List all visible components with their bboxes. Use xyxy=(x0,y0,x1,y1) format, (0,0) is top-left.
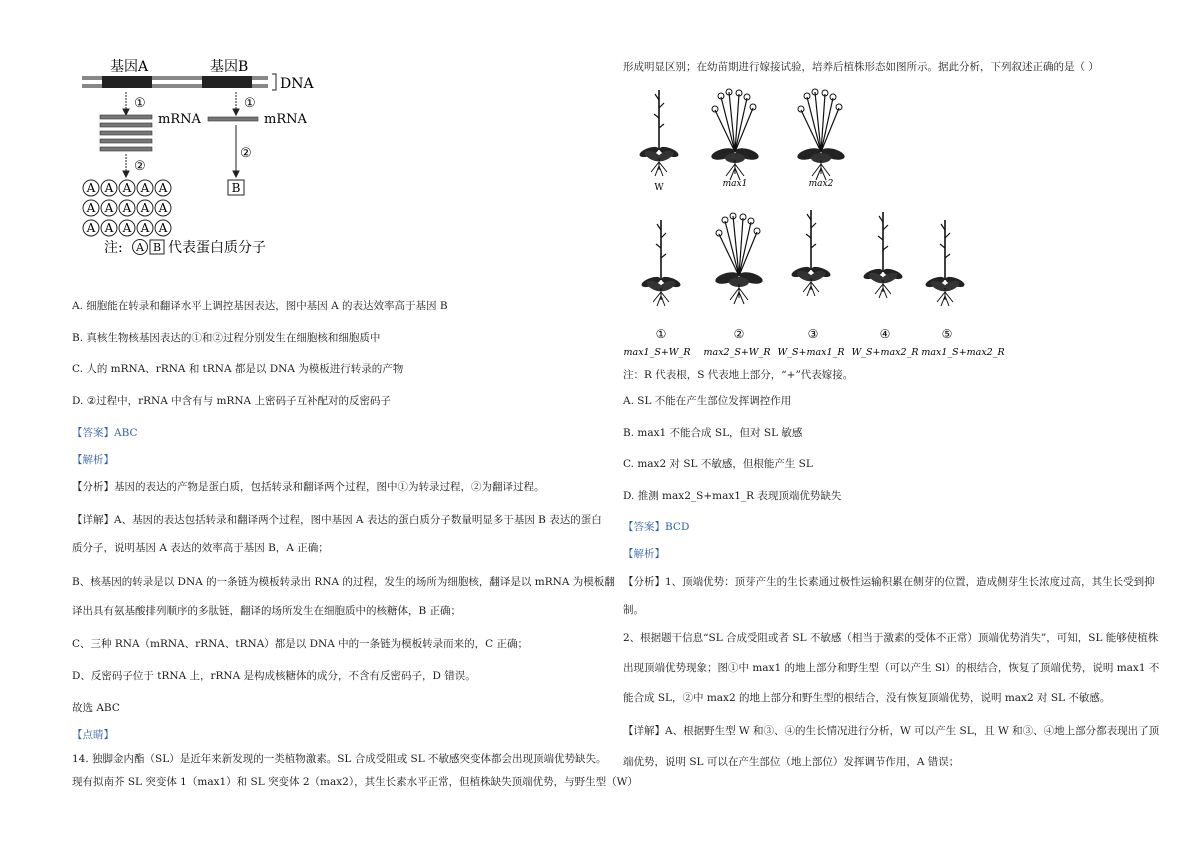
option-a: A. 细胞能在转录和翻译水平上调控基因表达，图中基因 A 的表达效率高于基因 B xyxy=(72,300,448,312)
mrna-stack-a xyxy=(100,115,152,151)
question-14: 现有拟南芥 SL 突变体 1（max1）和 SL 突变体 2（max2），其生长素水平正常，但植株缺失顶端优势，与野生型（W） xyxy=(72,776,638,788)
figure-note: 注：R 代表根，S 代表地上部分，“+”代表嫁接。 xyxy=(623,369,854,381)
analysis-text: 出现顶端优势现象；图①中 max1 的地上部分和野生型（可以产生 Sl）的根结合，恢复了顶端优势，说明 max1 不 xyxy=(623,662,1160,674)
protein-a xyxy=(101,200,117,216)
protein-a xyxy=(101,180,117,196)
dna-strand xyxy=(82,74,276,90)
protein-a xyxy=(119,220,135,236)
protein-a xyxy=(137,180,153,196)
plant-label-max2: max2 xyxy=(808,179,834,189)
comment-heading: 【点睛】 xyxy=(72,729,114,741)
graft-label-2: max2_S+W_R xyxy=(703,347,771,358)
protein-a-grid xyxy=(83,180,171,236)
graft-label-4: W_S+max2_R xyxy=(851,347,919,358)
svg-text:B: B xyxy=(152,241,162,254)
graft-number-3: ③ xyxy=(807,327,819,341)
graft-label-3: W_S+max1_R xyxy=(777,347,845,358)
svg-text:注:: 注: xyxy=(104,240,123,255)
svg-text:A: A xyxy=(122,201,132,215)
protein-a xyxy=(119,200,135,216)
gene-a-label: 基因A xyxy=(110,59,149,75)
option-c: C. 人的 mRNA、rRNA 和 tRNA 都是以 DNA 为模板进行转录的产物 xyxy=(72,363,404,375)
svg-text:A: A xyxy=(104,221,114,235)
analysis-text: 制。 xyxy=(623,604,644,616)
svg-text:代表蛋白质分子: 代表蛋白质分子 xyxy=(168,240,266,255)
detail-text: C、三种 RNA（mRNA、rRNA、tRNA）都是以 DNA 中的一条链为模板转录而来的，C 正确； xyxy=(72,638,529,650)
detail-text: 译出具有氨基酸排列顺序的多肽链，翻译的场所发生在细胞质中的核糖体，B 正确； xyxy=(72,605,462,617)
option-b: B. 真核生物核基因表达的①和②过程分别发生在细胞核和细胞质中 xyxy=(72,332,381,344)
svg-text:A: A xyxy=(158,221,168,235)
graft-number-2: ② xyxy=(733,327,745,341)
protein-a xyxy=(119,180,135,196)
mrna-label-b: mRNA xyxy=(264,112,307,127)
grafting-figure xyxy=(623,80,1043,370)
protein-a xyxy=(83,220,99,236)
gene-b-label: 基因B xyxy=(210,59,249,75)
plant-label-w: W xyxy=(654,183,664,193)
graft-label-5: max1_S+max2_R xyxy=(921,347,1005,358)
step2-label-b: ② xyxy=(240,146,252,161)
step2-label-a: ② xyxy=(134,159,146,174)
detail-text: B、核基因的转录是以 DNA 的一条链为模板转录出 RNA 的过程，发生的场所为细胞核，翻译是以 mRNA 为模板翻 xyxy=(72,576,615,588)
graft-number-5: ⑤ xyxy=(941,327,953,341)
analysis-text: 【分析】1、顶端优势：顶芽产生的生长素通过极性运输积累在侧芽的位置，造成侧芽生长浓度过高，其生长受到抑 xyxy=(623,576,1155,588)
svg-text:A: A xyxy=(158,201,168,215)
dna-label: DNA xyxy=(280,76,314,92)
gene-expression-diagram xyxy=(78,55,338,255)
analysis-text: 能合成 SL，②中 max2 的地上部分和野生型的根结合，没有恢复顶端优势，说明 max2 对 SL 不敏感。 xyxy=(623,692,1111,704)
step1-label-b: ① xyxy=(244,96,256,111)
protein-a xyxy=(137,200,153,216)
option-c: C. max2 对 SL 不敏感，但根能产生 SL xyxy=(623,458,813,470)
diagram-note xyxy=(104,239,266,255)
graft-number-1: ① xyxy=(655,327,667,341)
svg-text:A: A xyxy=(86,181,96,195)
protein-a xyxy=(101,220,117,236)
svg-text:B: B xyxy=(231,181,241,195)
protein-a xyxy=(155,200,171,216)
svg-text:A: A xyxy=(86,221,96,235)
detail-text: 【详解】A、根据野生型 W 和③、④的生长情况进行分析，W 可以产生 SL，且 W 和③、④地上部分都表现出了顶 xyxy=(623,725,1160,737)
svg-text:A: A xyxy=(122,221,132,235)
question-14-continued: 形成明显区别；在幼苗期进行嫁接试验，培养后植株形态如图所示。据此分析，下列叙述正确的是（ ） xyxy=(623,61,1099,73)
option-b: B. max1 不能合成 SL，但对 SL 敏感 xyxy=(623,427,803,439)
graft-number-4: ④ xyxy=(879,327,891,341)
protein-a xyxy=(83,200,99,216)
svg-text:A: A xyxy=(122,181,132,195)
svg-text:A: A xyxy=(104,181,114,195)
option-d: D. ②过程中，rRNA 中含有与 mRNA 上密码子互补配对的反密码子 xyxy=(72,395,391,407)
detail-text: D、反密码子位于 tRNA 上，rRNA 是构成核糖体的成分，不含有反密码子，D 错误。 xyxy=(72,670,476,682)
analysis-heading: 【解析】 xyxy=(623,548,665,560)
option-d: D. 推测 max2_S+max1_R 表现顶端优势缺失 xyxy=(623,490,842,502)
protein-a xyxy=(83,180,99,196)
detail-text: 质分子，说明基因 A 表达的效率高于基因 B，A 正确； xyxy=(72,542,329,554)
svg-text:A: A xyxy=(140,181,150,195)
plant-label-max1: max1 xyxy=(722,179,748,189)
protein-a xyxy=(155,180,171,196)
svg-text:A: A xyxy=(140,221,150,235)
question-14: 14. 独脚金内酯（SL）是近年来新发现的一类植物激素。SL 合成受阻或 SL 不敏感突变体都会出现顶端优势缺失。 xyxy=(72,753,607,765)
mrna-strand-b xyxy=(208,117,258,121)
svg-text:A: A xyxy=(104,201,114,215)
svg-text:A: A xyxy=(136,241,144,254)
analysis-heading: 【解析】 xyxy=(72,454,114,466)
answer: 【答案】BCD xyxy=(623,521,690,533)
protein-a xyxy=(155,220,171,236)
protein-b xyxy=(228,180,244,195)
detail-text: 【详解】A、基因的表达包括转录和翻译两个过程，图中基因 A 表达的蛋白质分子数量明显多于基因 B 表达的蛋白 xyxy=(72,514,602,526)
svg-text:A: A xyxy=(140,201,150,215)
option-a: A. SL 不能在产生部位发挥调控作用 xyxy=(623,395,792,407)
protein-a xyxy=(137,220,153,236)
mrna-label-a: mRNA xyxy=(158,112,201,127)
svg-text:A: A xyxy=(86,201,96,215)
analysis-text: 2、根据题干信息“SL 合成受阻或者 SL 不敏感（相当于激素的受体不正常）顶端优势消失”，可知，SL 能够使植株 xyxy=(623,632,1159,644)
step1-label-a: ① xyxy=(134,96,146,111)
svg-text:A: A xyxy=(158,181,168,195)
detail-text: 端优势，说明 SL 可以在产生部位（地上部位）发挥调节作用，A 错误； xyxy=(623,756,960,768)
conclusion: 故选 ABC xyxy=(72,702,120,714)
analysis-text: 【分析】基因的表达的产物是蛋白质，包括转录和翻译两个过程，图中①为转录过程，②为翻译过程。 xyxy=(72,481,545,493)
graft-label-1: max1_S+W_R xyxy=(623,347,691,358)
answer: 【答案】ABC xyxy=(72,427,138,439)
